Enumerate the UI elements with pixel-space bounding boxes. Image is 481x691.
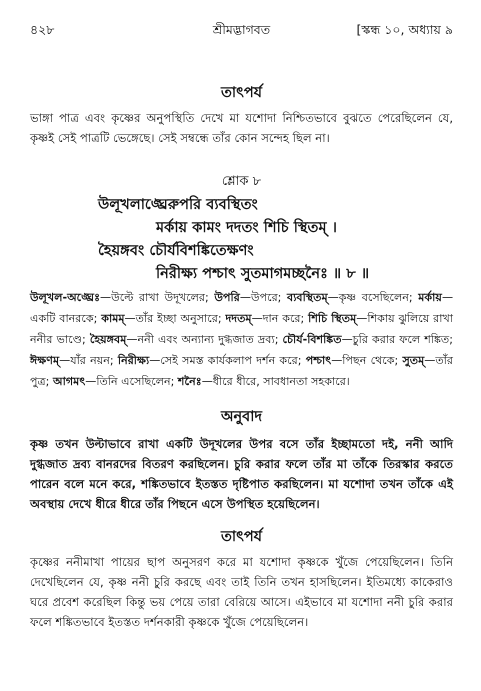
synonym-meaning: —উপরে; [239,291,282,304]
synonym-term: মর্কায় [418,291,442,304]
verse-line: হৈয়ঙ্গবং চৌর্যবিশঙ্কিতেক্ষণং [98,242,254,259]
synonym-term: সুতম্ [402,354,425,367]
synonym-meaning: —তাঁর পুত্র; [30,354,454,388]
translation-heading: অনুবাদ [220,409,263,425]
synonym-term: হৈয়ঙ্গবম্ [89,333,127,346]
page-header [30,22,453,44]
verse-line: উলূখলাঙ্ঘ্রেরুপরি ব্যবস্থিতং [98,196,258,213]
synonym-meaning: —তিনি এসেছিলেন; [85,375,175,388]
synonym-meaning: —পিছন থেকে; [331,354,399,367]
translation-text: কৃষ্ণ তখন উল্টাভাবে রাখা একটি উদূখলের উপর বসে তাঁর ইচ্ছামতো দই, ননী আদি দুগ্ধজাত দ্রব্য বানরদের বিতরণ করছিলেন। চুরি করার ফলে তাঁর মা তাঁকে তিরস্কার করতে পারেন বলে মনে করে, শঙ্কিতভাবে ইতস্তত দৃষ্টিপাত করছিলেন। মা যশোদা তখন তাঁকে এই অবস্থায় দেখে ধীরে ধীরে তাঁর পিছনে এসে উপস্থিত হয়েছিলেন। [30,437,453,511]
synonym-term: চৌর্য-বিশঙ্কিত [282,333,342,346]
verse-number: শ্লোক ৮ [221,174,262,189]
book-title: শ্রীমদ্ভাগবত [212,22,271,37]
synonym-term: উপরি [214,291,240,304]
synonym-term: পশ্চাৎ [305,354,332,367]
synonym-meaning: —ননী এবং অন্যান্য দুগ্ধজাত দ্রব্য; [126,333,279,346]
synonym-term: দদতম্ [225,312,252,325]
synonym-term: উলূখল-অঙ্ঘ্রেঃ [30,291,101,304]
purport-text-2: কৃষ্ণের ননীমাখা পায়ের ছাপ অনুসরণ করে মা যশোদা কৃষ্ণকে খুঁজে পেয়েছিলেন। তিনি দেখেছিলেন যে, কৃষ্ণ ননী চুরি করছে এবং তাই তিনি তখন হাসছিলেন। ইতিমধ্যে কাকেরাও ঘরে প্রবেশ করেছিল কিন্তু ভয় পেয়ে তারা বেরিয়ে আসে। এইভাবে মা যশোদা ননী চুরি করার ফলে শঙ্কিতভাবে ইতস্তত দর্শনকারী কৃষ্ণকে খুঁজে পেয়েছিলেন। [30,555,453,629]
verse-line: মর্কায় কামং দদতং শিচি স্থিতম্ । [156,219,337,236]
page-number: ৪২৮ [30,22,55,37]
purport-heading-2: তাৎপর্য [220,529,263,545]
synonym-term: ব্যবস্থিতম্ [287,291,328,304]
chapter-reference: [স্কন্ধ ১০, অধ্যায় ৯ [356,22,453,37]
synonym-meaning: —তাঁর ইচ্ছা অনুসারে; [124,312,222,325]
synonym-meaning: —ধীরে ধীরে, সাবধানতা সহকারে। [201,375,350,388]
verse-text [30,193,453,285]
purport-heading: তাৎপর্য [220,85,263,101]
synonym-meaning: —চুরি করার ফলে শঙ্কিত; [341,333,453,346]
verse-line: নিরীক্ষ্য পশ্চাৎ সুতমাগমচ্ছনৈঃ ॥ ৮ ॥ [156,265,370,282]
synonym-term: নিরীক্ষ্য [117,354,150,367]
synonyms [30,287,453,392]
synonym-meaning: —উল্টে রাখা উদূখলের; [100,291,209,304]
synonym-meaning: —শিকায় ঝুলিয়ে রাখা ননীর ভাণ্ডে; [30,312,453,346]
synonym-term: ঈক্ষণম্ [30,354,60,367]
synonym-term: শিচি স্থিতম্ [308,312,357,325]
synonym-meaning: —সেই সমস্ত কার্যকলাপ দর্শন করে; [149,354,302,367]
synonym-meaning: —যাঁর নয়ন; [59,354,114,367]
purport-text: ভাঙ্গা পাত্র এবং কৃষ্ণের অনুপস্থিতি দেখে মা যশোদা নিশ্চিতভাবে বুঝতে পেরেছিলেন যে, কৃষ্ণই সেই পাত্রটি ভেঙ্গেছে। সেই সম্বন্ধে তাঁর কোন সন্দেহ ছিল না। [30,111,453,145]
synonym-meaning: —একটি বানরকে; [30,291,454,325]
synonym-term: শনৈঃ [177,375,202,388]
synonym-term: কামম্ [101,312,125,325]
synonym-term: আগমৎ [52,375,86,388]
synonym-meaning: —কৃষ্ণ বসেছিলেন; [327,291,413,304]
synonym-meaning: —দান করে; [251,312,305,325]
